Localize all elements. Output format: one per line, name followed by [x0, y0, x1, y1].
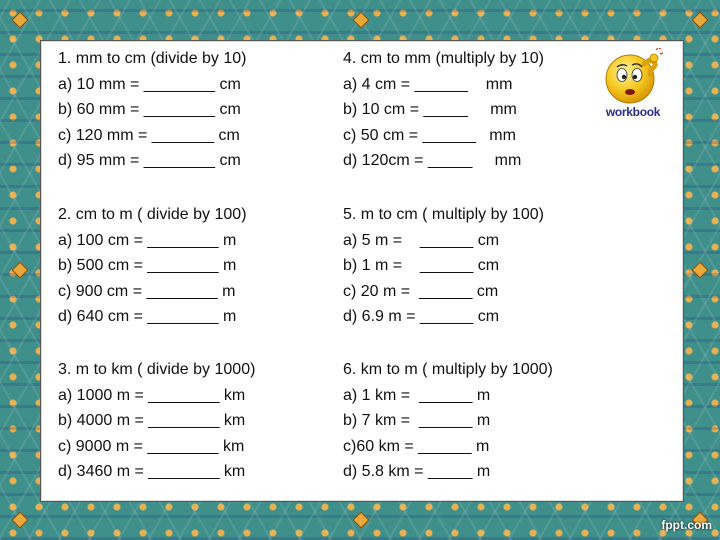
exercise-item: d) 3460 m = ________ km: [58, 463, 246, 481]
exercise-m-to-cm: [343, 202, 544, 330]
exercise-item: d) 95 mm = ________ cm: [58, 152, 241, 170]
exercise-title: 6. km to m ( multiply by 1000): [343, 361, 553, 378]
exercise-cm-to-m: [58, 202, 247, 330]
exercise-item: b) 4000 m = ________ km: [58, 412, 246, 430]
exercise-item: c)60 km = ______ m: [343, 437, 490, 455]
exercise-title: 3. m to km ( divide by 1000): [58, 361, 256, 378]
exercise-item: b) 1 m = ______ cm: [343, 257, 500, 275]
exercise-item: a) 10 mm = ________ cm: [58, 75, 241, 93]
exercise-item: d) 640 cm = ________ m: [58, 308, 237, 326]
exercise-item: b) 60 mm = ________ cm: [58, 101, 241, 119]
exercise-title: 4. cm to mm (multiply by 10): [343, 50, 544, 67]
exercise-item: c) 20 m = ______ cm: [343, 282, 499, 300]
exercise-item: b) 7 km = ______ m: [343, 412, 491, 430]
exercise-item: a) 1000 m = ________ km: [58, 386, 246, 404]
exercise-item: c) 50 cm = ______ mm: [343, 126, 516, 144]
badge-label: workbook: [605, 105, 661, 119]
exercise-item: a) 100 cm = ________ m: [58, 231, 237, 249]
corner-ornament-icon: [12, 12, 29, 29]
exercise-item: c) 900 cm = ________ m: [58, 282, 236, 300]
exercise-cm-to-mm: [343, 46, 544, 174]
exercise-m-to-km: [58, 357, 255, 485]
edge-ornament-icon: [353, 512, 370, 529]
exercise-item: d) 120cm = _____ mm: [343, 152, 522, 170]
workbook-badge: [600, 48, 666, 118]
exercise-title: 5. m to cm ( multiply by 100): [343, 206, 544, 223]
exercise-mm-to-cm: [58, 46, 247, 174]
exercise-km-to-m: [343, 357, 553, 485]
watermark: fppt.com: [661, 518, 712, 532]
exercise-item: d) 5.8 km = _____ m: [343, 463, 491, 481]
corner-ornament-icon: [692, 12, 709, 29]
exercise-title: 1. mm to cm (divide by 10): [58, 50, 247, 67]
edge-ornament-icon: [692, 262, 709, 279]
corner-ornament-icon: [12, 512, 29, 529]
exercise-item: a) 4 cm = ______ mm: [343, 75, 513, 93]
edge-ornament-icon: [353, 12, 370, 29]
thinking-smiley-icon: [600, 48, 666, 108]
exercise-title: 2. cm to m ( divide by 100): [58, 206, 247, 223]
exercise-item: c) 9000 m = ________ km: [58, 437, 245, 455]
exercise-item: a) 1 km = ______ m: [343, 386, 491, 404]
edge-ornament-icon: [12, 262, 29, 279]
exercise-item: a) 5 m = ______ cm: [343, 231, 500, 249]
exercise-item: b) 10 cm = _____ mm: [343, 101, 517, 119]
exercise-item: d) 6.9 m = ______ cm: [343, 308, 500, 326]
exercise-item: b) 500 cm = ________ m: [58, 257, 237, 275]
exercise-item: c) 120 mm = _______ cm: [58, 126, 240, 144]
